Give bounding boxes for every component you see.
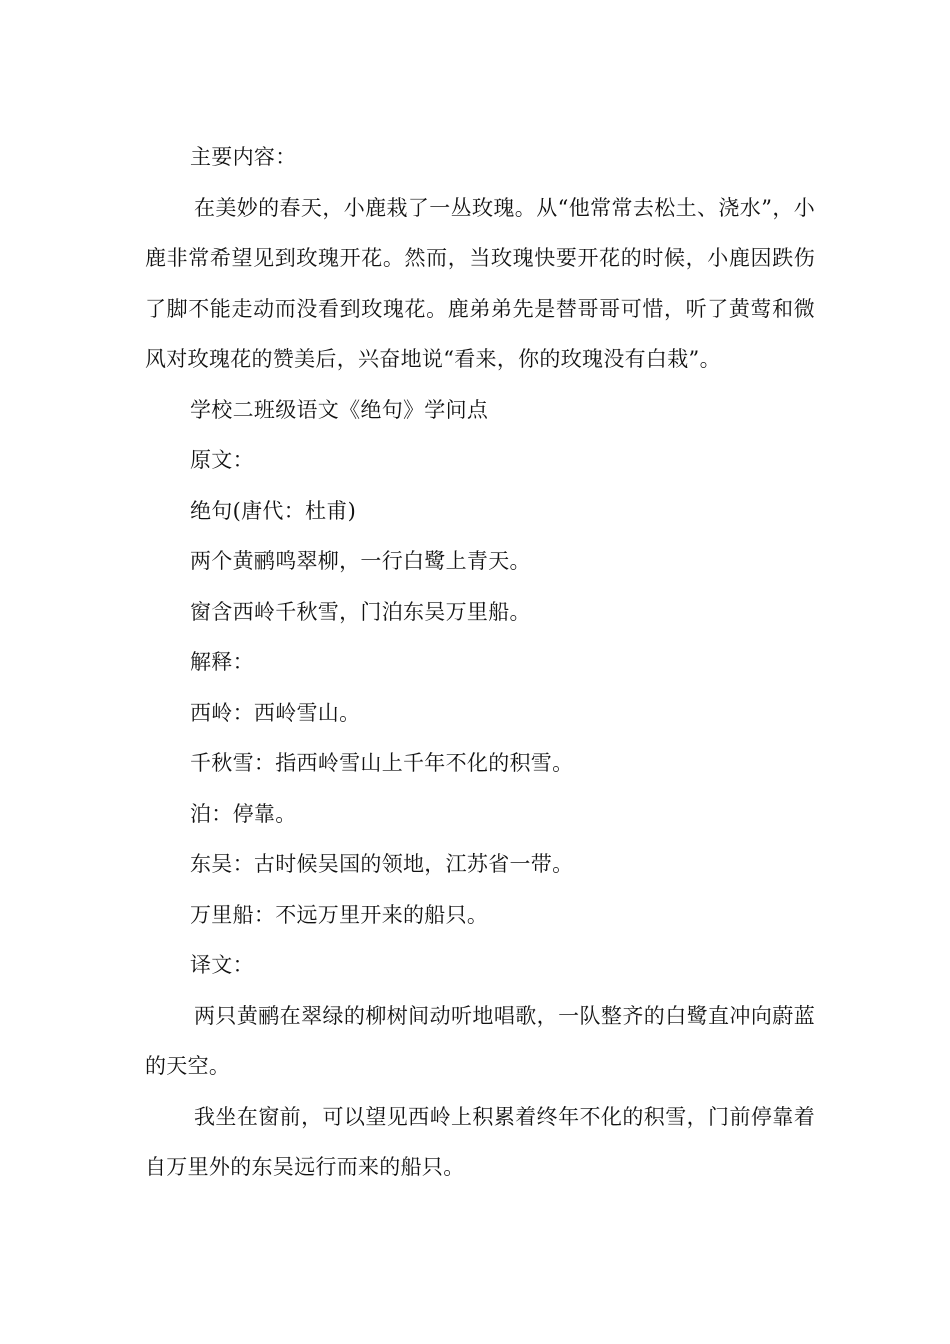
document-body: [145, 132, 815, 1193]
label-explanation: 解释：: [190, 650, 254, 674]
translation-paragraph-2: 我坐在窗前，可以望见西岭上积累着终年不化的积雪，门前停靠着自万里外的东吴远行而来的船只。: [145, 1104, 815, 1179]
translation-paragraph-1: 两只黄鹂在翠绿的柳树间动听地唱歌，一队整齐的白鹭直冲向蔚蓝的天空。: [145, 1003, 815, 1078]
label-original-text: 原文：: [190, 448, 254, 472]
paragraph-summary: 在美妙的春天，小鹿栽了一丛玫瑰。从“他常常去松土、浇水”，小鹿非常希望见到玫瑰开花。然而，当玫瑰快要开花的时候，小鹿因跌伤了脚不能走动而没看到玫瑰花。鹿弟弟先是替哥哥可惜，听了黄莺和微风对玫瑰花的赞美后，兴奋地说“看来，你的玫瑰没有白栽”。: [145, 195, 815, 371]
poem-line-2: 窗含西岭千秋雪，门泊东吴万里船。: [190, 599, 531, 624]
section-title-poem: 学校二班级语文《绝句》学问点: [190, 397, 489, 422]
explanation-bo: 泊：停靠。: [190, 801, 297, 826]
explanation-xiling: 西岭：西岭雪山。: [190, 700, 361, 725]
poem-line-1: 两个黄鹂鸣翠柳，一行白鹭上青天。: [190, 549, 531, 573]
explanation-dongwu: 东吴：古时候吴国的领地，江苏省一带。: [190, 852, 574, 876]
poem-title-author: 绝句(唐代：杜甫): [190, 498, 357, 523]
label-translation: 译文：: [190, 953, 254, 977]
explanation-qianqiuxue: 千秋雪：指西岭雪山上千年不化的积雪。: [190, 751, 574, 775]
section-heading-main-content: 主要内容：: [190, 145, 297, 169]
explanation-wanlichuan: 万里船：不远万里开来的船只。: [190, 902, 489, 927]
